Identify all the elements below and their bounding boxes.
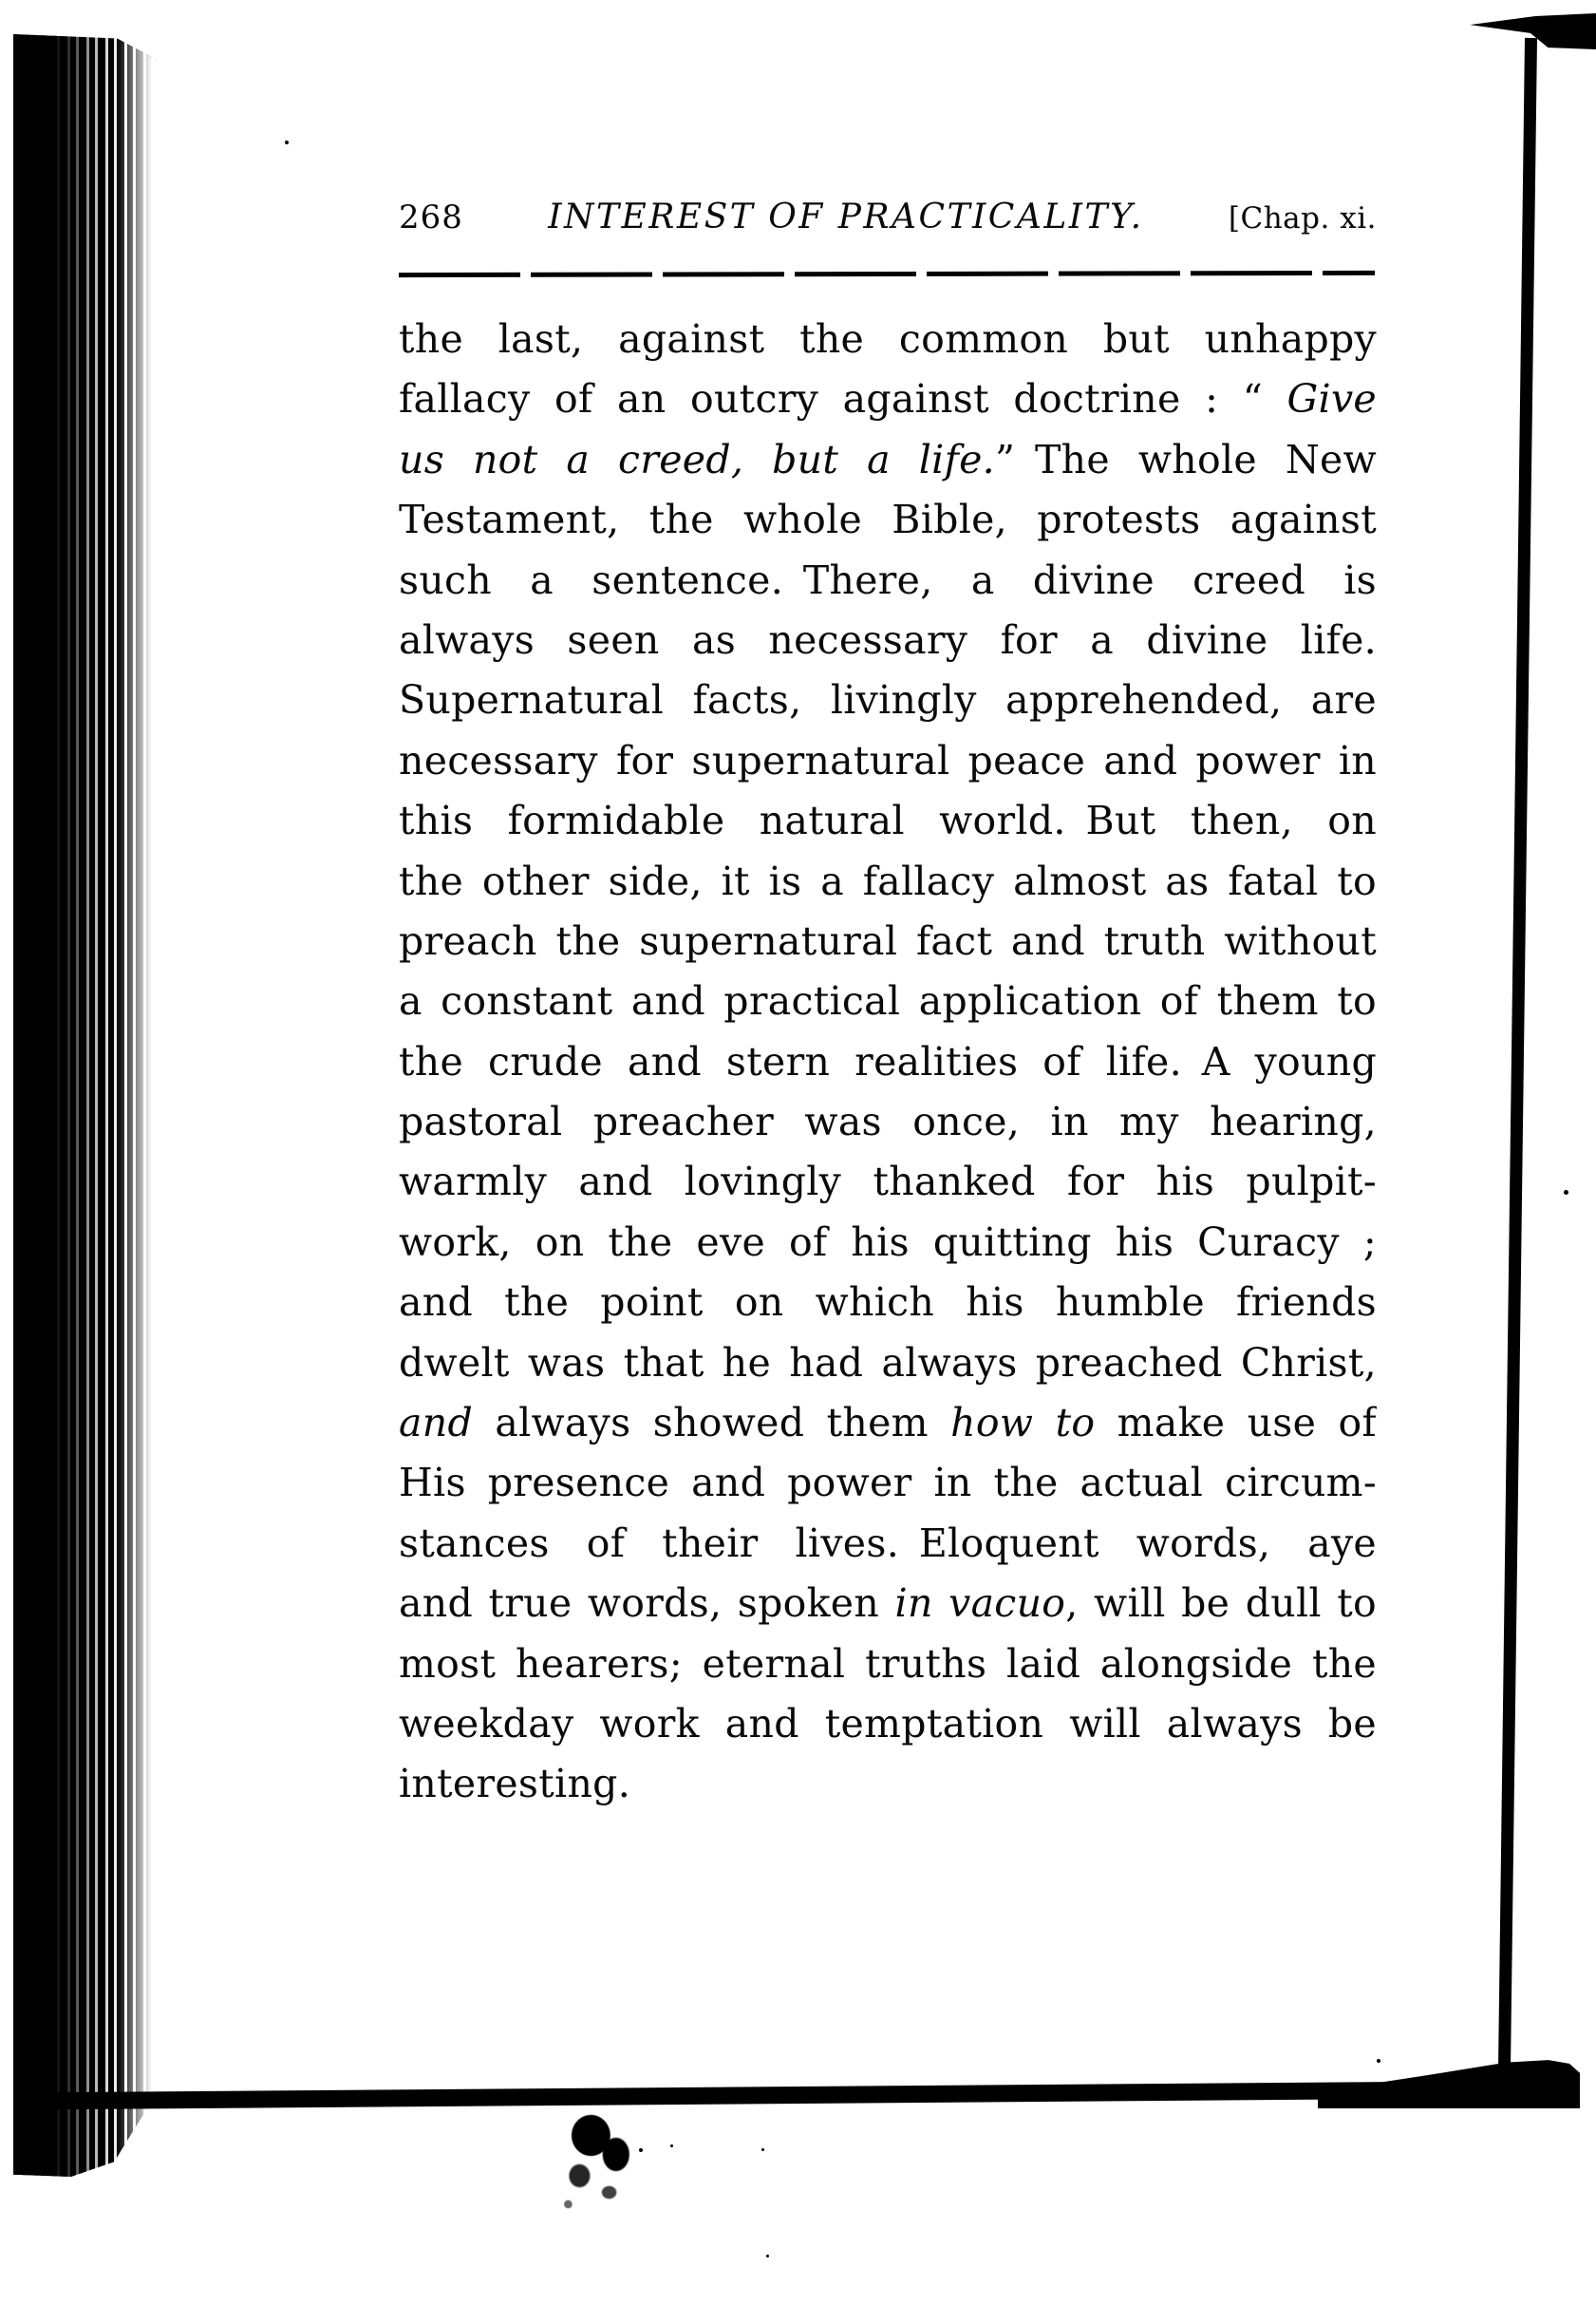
text-segment: interesting.	[399, 1761, 631, 1807]
text-line	[399, 791, 1377, 851]
text-line	[399, 670, 1377, 730]
body-text	[399, 310, 1377, 1815]
ink-speck	[670, 2144, 673, 2147]
text-segment: Testament, the whole Bible, protests against	[399, 497, 1377, 543]
page-number: 268	[399, 198, 463, 236]
corner-fold-mark-bottom	[1318, 2049, 1580, 2108]
text-line	[399, 1694, 1377, 1754]
text-line	[399, 1273, 1377, 1332]
italic-text-segment: Give	[1286, 376, 1377, 423]
italic-text-segment: and	[399, 1400, 473, 1446]
text-line	[399, 551, 1377, 611]
text-segment: fallacy of an outcry against doctrine : “	[399, 376, 1287, 423]
page-edge-line	[1498, 38, 1537, 2089]
text-segment: the last, against the common but unhappy	[399, 316, 1377, 362]
text-segment: work, on the eve of his quitting his Curacy ;	[399, 1218, 1377, 1265]
text-line	[399, 852, 1377, 912]
text-line	[399, 1574, 1377, 1634]
text-segment: make use of	[1095, 1400, 1377, 1446]
text-segment: preach the supernatural fact and truth without	[399, 917, 1377, 964]
book-gutter-shadow	[13, 34, 158, 2177]
ink-speck	[285, 141, 289, 144]
text-segment: always seen as necessary for a divine life.	[399, 616, 1377, 663]
text-segment: the crude and stern realities of life. A young	[399, 1038, 1377, 1085]
text-line	[399, 1152, 1377, 1212]
text-line	[399, 369, 1377, 429]
ink-speck	[761, 2148, 764, 2151]
running-header	[399, 198, 1377, 236]
text-line	[399, 1092, 1377, 1152]
text-line	[399, 1032, 1377, 1092]
text-segment: ” The whole New	[994, 436, 1377, 482]
italic-text-segment: us not a creed, but a life.	[399, 436, 995, 482]
text-segment: weekday work and temptation will always be	[399, 1700, 1377, 1747]
text-line	[399, 310, 1377, 369]
text-segment: necessary for supernatural peace and power in	[399, 737, 1377, 784]
italic-text-segment: how to	[950, 1400, 1096, 1446]
text-line	[399, 611, 1377, 670]
text-segment: stances of their lives. Eloquent words, aye	[399, 1520, 1377, 1566]
text-segment: pastoral preacher was once, in my hearing,	[399, 1099, 1377, 1145]
text-line	[399, 1754, 1377, 1814]
text-line	[399, 972, 1377, 1031]
text-segment: His presence and power in the actual circum-	[399, 1460, 1377, 1506]
ink-smudge	[543, 2105, 657, 2223]
running-title: INTEREST OF PRACTICALITY.	[548, 198, 1144, 236]
text-line	[399, 1213, 1377, 1273]
text-segment: and the point on which his humble friends	[399, 1279, 1377, 1326]
text-line	[399, 430, 1377, 490]
text-segment: Supernatural facts, livingly apprehended, are	[399, 677, 1377, 724]
ink-speck	[1377, 2059, 1380, 2063]
ink-speck	[766, 2255, 769, 2257]
italic-text-segment: in vacuo	[894, 1580, 1066, 1627]
bottom-edge-line	[38, 2082, 1407, 2109]
ink-speck	[639, 2148, 643, 2152]
text-segment: this formidable natural world. But then, on	[399, 798, 1377, 844]
text-segment: most hearers; eternal truths laid alongside the	[399, 1640, 1377, 1687]
text-line	[399, 490, 1377, 550]
text-line	[399, 1333, 1377, 1393]
text-segment: such a sentence. There, a divine creed is	[399, 557, 1377, 603]
text-segment: a constant and practical application of them to	[399, 978, 1377, 1025]
text-segment: the other side, it is a fallacy almost as fatal to	[399, 858, 1377, 904]
chapter-reference: [Chap. xi.	[1228, 201, 1377, 236]
text-segment: warmly and lovingly thanked for his pulpit-	[399, 1159, 1377, 1205]
text-line	[399, 1393, 1377, 1453]
header-rule	[399, 271, 1375, 277]
text-segment: dwelt was that he had always preached Christ,	[399, 1339, 1377, 1386]
text-segment: , will be dull to	[1065, 1580, 1377, 1627]
text-line	[399, 912, 1377, 972]
text-line	[399, 1453, 1377, 1513]
text-segment: and true words, spoken	[399, 1580, 895, 1627]
text-line	[399, 1634, 1377, 1694]
text-line	[399, 731, 1377, 791]
text-line	[399, 1514, 1377, 1574]
text-segment: always showed them	[473, 1400, 951, 1446]
ink-speck	[1564, 1190, 1568, 1195]
